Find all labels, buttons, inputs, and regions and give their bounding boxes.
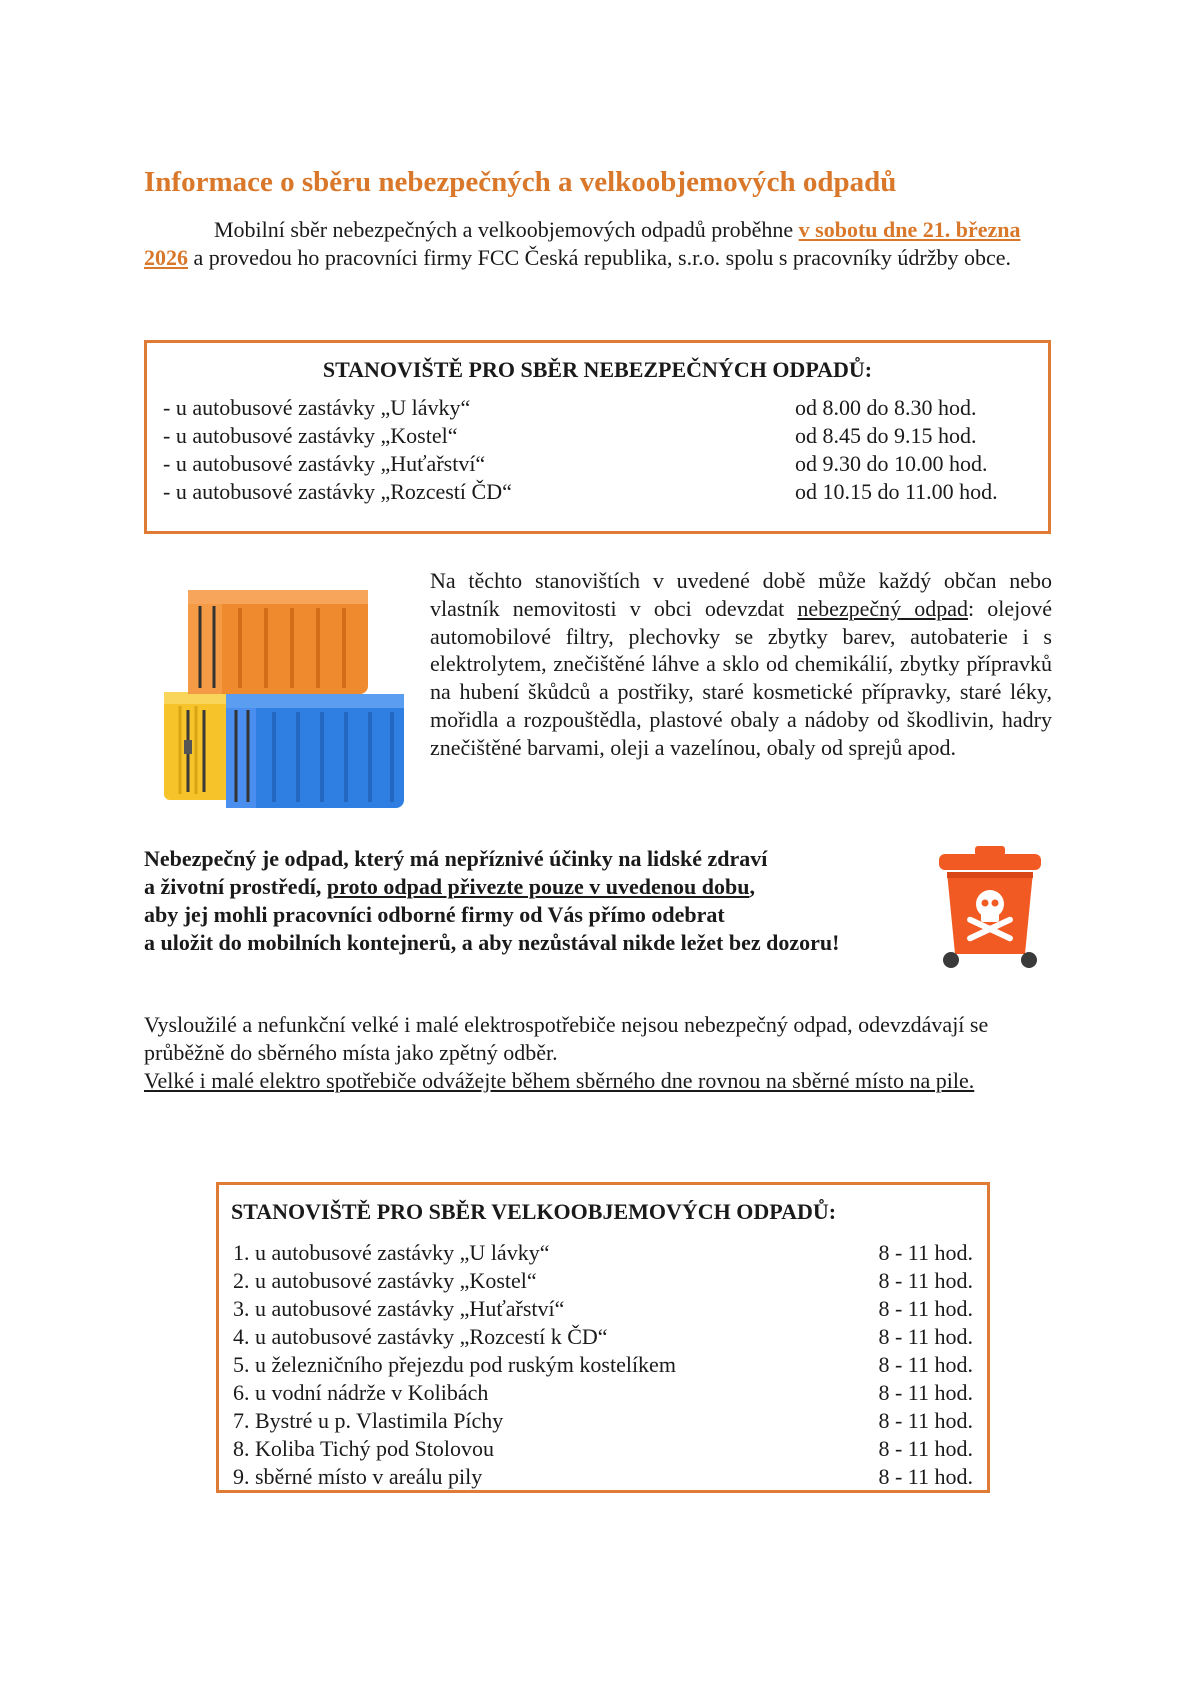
hazardous-row-time: od 8.00 do 8.30 hod. <box>795 395 977 420</box>
hazardous-collection-box <box>144 340 1051 534</box>
description-text-2: : olejové automobilové filtry, plechovky se zbytky barev, autobaterie i s elektrolytem, znečištěné láhve a sklo od chemikálií, zbytky přípravků na hubení škůdců a postřiky, staré kosmetické přípravky, staré léky, mořidla a rozpouštědla, plastové obaly a nádoby od škodlivin, hadry znečištěné barvami, oleji a vazelínou, obaly od sprejů apod. <box>430 595 1052 760</box>
hazardous-waste-bin-icon <box>935 842 1045 972</box>
bulky-row-time: 8 - 11 hod. <box>878 1352 973 1377</box>
hazardous-row-location: - u autobusové zastávky „Rozcestí ČD“ <box>163 479 512 504</box>
hazardous-waste-description <box>430 567 1052 762</box>
bulky-row <box>233 1408 973 1436</box>
electro-underlined: Velké i malé elektro spotřebiče odvážejte během sběrného dne rovnou na sběrné místo na pile. <box>144 1068 975 1093</box>
bulky-row-location: 7. Bystré u p. Vlastimila Píchy <box>233 1408 504 1433</box>
hazardous-row-location: - u autobusové zastávky „Kostel“ <box>163 423 458 448</box>
electro-text: Vysloužilé a nefunkční velké i malé elektrospotřebiče nejsou nebezpečný odpad, odevzdávají se průběžně do sběrného místa jako zpětný odběr. <box>144 1012 989 1065</box>
bulky-row <box>233 1380 973 1408</box>
bulky-row-location: 2. u autobusové zastávky „Kostel“ <box>233 1268 537 1293</box>
bulky-row <box>233 1436 973 1464</box>
bulky-row <box>233 1352 973 1380</box>
bulky-row-time: 8 - 11 hod. <box>878 1268 973 1293</box>
bulky-box-heading: STANOVIŠTĚ PRO SBĚR VELKOOBJEMOVÝCH ODPADŮ: <box>231 1199 837 1224</box>
warning-paragraph <box>144 845 924 957</box>
bulky-row-time: 8 - 11 hod. <box>878 1324 973 1349</box>
bulky-row <box>233 1464 973 1492</box>
warning-line: a uložit do mobilních kontejnerů, a aby nezůstával nikde ležet bez dozoru! <box>144 930 840 955</box>
bulky-row-location: 6. u vodní nádrže v Kolibách <box>233 1380 489 1405</box>
bulky-row-location: 9. sběrné místo v areálu pily <box>233 1464 483 1489</box>
bulky-row-time: 8 - 11 hod. <box>878 1464 973 1489</box>
warning-line <box>144 873 924 901</box>
hazardous-row-time: od 10.15 do 11.00 hod. <box>795 479 998 504</box>
bulky-row-location: 5. u železničního přejezdu pod ruským kostelíkem <box>233 1352 676 1377</box>
bulky-row-location: 8. Koliba Tichý pod Stolovou <box>233 1436 494 1461</box>
hazardous-row <box>163 395 1033 423</box>
warning-line: aby jej mohli pracovníci odborné firmy od Vás přímo odebrat <box>144 902 725 927</box>
collection-date: v sobotu dne 21. března 2026 <box>144 217 1021 270</box>
hazardous-row <box>163 479 1033 507</box>
description-text-1: Na těchto stanovištích v uvedené době může každý občan nebo vlastník nemovitosti v obci odevzdat <box>430 568 1052 621</box>
warning-underlined: proto odpad přivezte pouze v uvedenou dobu <box>326 874 750 899</box>
bulky-row-location: 1. u autobusové zastávky „U lávky“ <box>233 1240 550 1265</box>
intro-text-2: a provedou ho pracovníci firmy FCC Česká republika, s.r.o. spolu s pracovníky údržby obce. <box>188 245 1012 270</box>
warning-text: a životní prostředí, <box>144 874 327 899</box>
bulky-row-time: 8 - 11 hod. <box>878 1240 973 1265</box>
hazardous-row-time: od 8.45 do 9.15 hod. <box>795 423 977 448</box>
page-title: Informace o sběru nebezpečných a velkoobjemových odpadů <box>144 166 897 198</box>
warning-line: Nebezpečný je odpad, který má nepříznivé účinky na lidské zdraví <box>144 846 768 871</box>
warning-text: , <box>749 874 755 899</box>
description-underlined: nebezpečný odpad <box>797 595 969 621</box>
bulky-row <box>233 1268 973 1296</box>
hazardous-row-time: od 9.30 do 10.00 hod. <box>795 451 988 476</box>
shipping-containers-illustration <box>158 580 408 830</box>
bulky-row-time: 8 - 11 hod. <box>878 1380 973 1405</box>
intro-text-1: Mobilní sběr nebezpečných a velkoobjemových odpadů proběhne <box>214 217 799 242</box>
bulky-row <box>233 1240 973 1268</box>
bulky-row-time: 8 - 11 hod. <box>878 1296 973 1321</box>
hazardous-row-location: - u autobusové zastávky „Huťařství“ <box>163 451 486 476</box>
electro-paragraph <box>144 1011 1054 1095</box>
hazardous-row <box>163 451 1033 479</box>
bulky-row-location: 3. u autobusové zastávky „Huťařství“ <box>233 1296 565 1321</box>
bulky-row-time: 8 - 11 hod. <box>878 1408 973 1433</box>
hazardous-row-location: - u autobusové zastávky „U lávky“ <box>163 395 471 420</box>
orange-container <box>188 590 368 694</box>
intro-paragraph <box>144 216 1049 272</box>
blue-container <box>226 694 404 808</box>
bulky-collection-box <box>216 1182 990 1493</box>
bulky-row <box>233 1296 973 1324</box>
bulky-row-time: 8 - 11 hod. <box>878 1436 973 1461</box>
hazardous-row <box>163 423 1033 451</box>
bulky-row-location: 4. u autobusové zastávky „Rozcestí k ČD“ <box>233 1324 608 1349</box>
bulky-row <box>233 1324 973 1352</box>
hazardous-box-heading: STANOVIŠTĚ PRO SBĚR NEBEZPEČNÝCH ODPADŮ: <box>322 357 873 382</box>
